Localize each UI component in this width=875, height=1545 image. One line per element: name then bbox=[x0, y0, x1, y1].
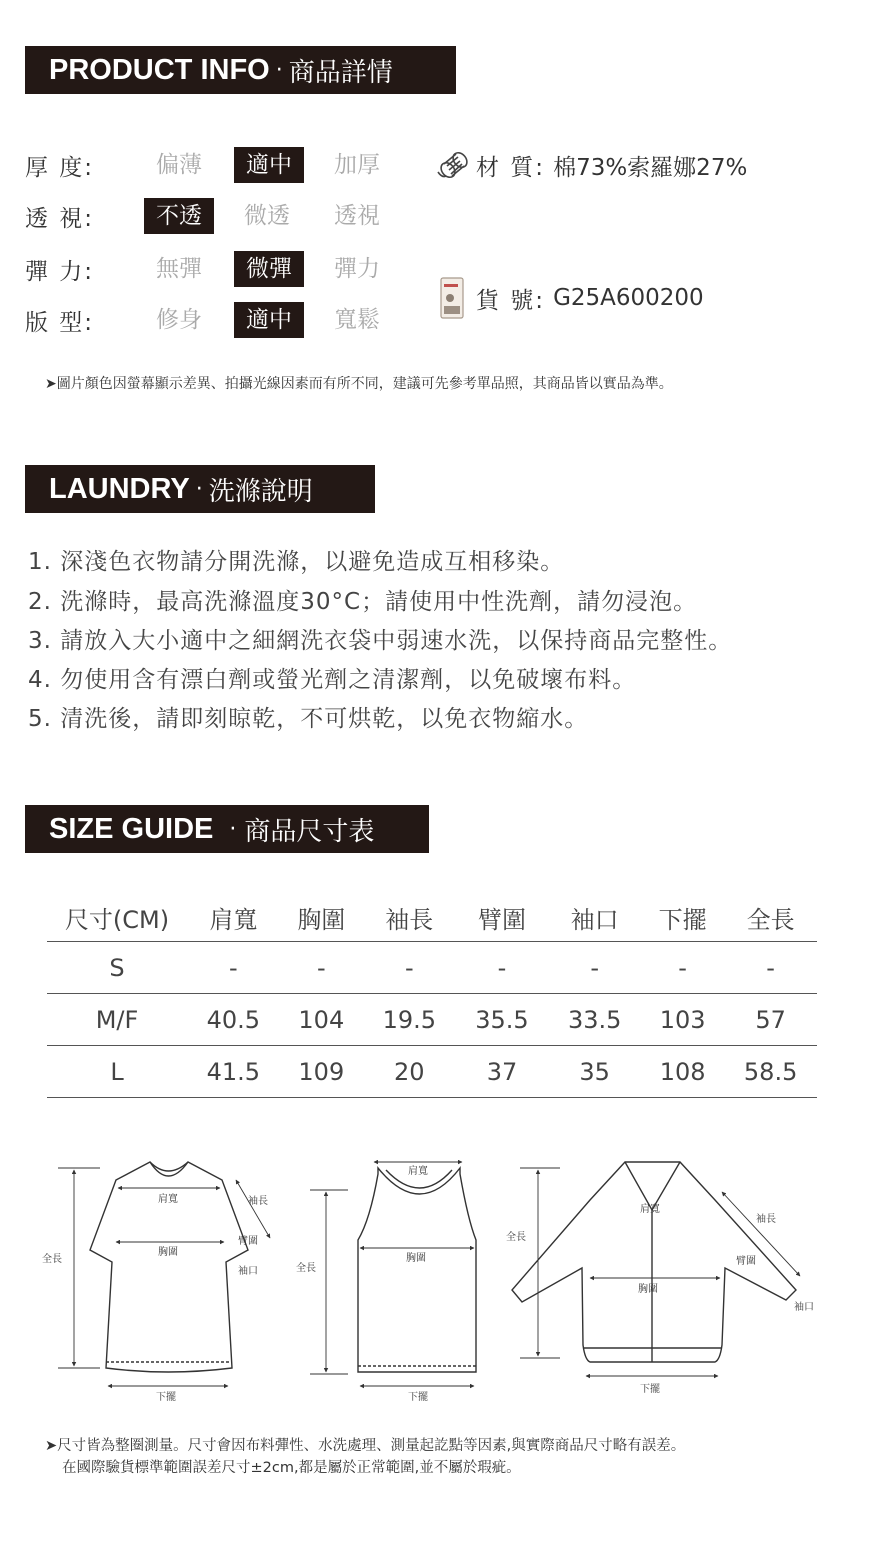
sku-info bbox=[438, 276, 704, 320]
size-table bbox=[47, 893, 817, 1098]
attribute-option: 彈力 bbox=[334, 256, 380, 282]
table-cell: 19.5 bbox=[363, 994, 456, 1046]
label-cuff: 袖口 bbox=[794, 1302, 814, 1313]
table-cell: 108 bbox=[641, 1046, 724, 1098]
size-footnote-2: 在國際驗貨標準範圍誤差尺寸±2cm,都是屬於正常範圍,並不屬於瑕疵。 bbox=[62, 1460, 521, 1476]
col-header: 袖長 bbox=[363, 893, 456, 942]
col-header: 胸圍 bbox=[280, 893, 363, 942]
size-table-header bbox=[47, 893, 817, 942]
table-cell: - bbox=[724, 942, 817, 994]
tag-icon bbox=[438, 276, 466, 320]
laundry-item: 2. 洗滌時，最高洗滌溫度30°C；請使用中性洗劑，請勿浸泡。 bbox=[28, 589, 698, 615]
attribute-option-selected: 微彈 bbox=[234, 251, 304, 287]
color-note: ➤圖片顏色因螢幕顯示差異、拍攝光線因素而有所不同，建議可先參考單品照，其商品皆以實品為準。 bbox=[45, 376, 673, 392]
laundry-title-zh: 洗滌說明 bbox=[208, 476, 313, 507]
label-hem: 下擺 bbox=[408, 1392, 428, 1403]
material-label: 材 質: bbox=[476, 154, 546, 181]
table-cell: 37 bbox=[456, 1046, 549, 1098]
laundry-title-dot: · bbox=[195, 476, 203, 502]
table-cell: 40.5 bbox=[187, 994, 280, 1046]
table-cell: 33.5 bbox=[548, 994, 641, 1046]
product-info-title-en: PRODUCT INFO bbox=[49, 53, 270, 86]
table-cell: 104 bbox=[280, 994, 363, 1046]
size-guide-title-dot: · bbox=[229, 816, 237, 842]
table-cell: L bbox=[47, 1046, 187, 1098]
attribute-option: 無彈 bbox=[156, 256, 202, 282]
laundry-title bbox=[25, 465, 375, 513]
col-header: 全長 bbox=[724, 893, 817, 942]
table-cell: - bbox=[456, 942, 549, 994]
table-cell: 20 bbox=[363, 1046, 456, 1098]
product-info-title bbox=[25, 46, 456, 94]
thread-spool-icon bbox=[436, 148, 470, 182]
sku-label: 貨 號: bbox=[476, 287, 546, 314]
material-value: 棉73%索羅娜27% bbox=[553, 154, 748, 181]
table-cell: - bbox=[280, 942, 363, 994]
label-length: 全長 bbox=[296, 1263, 316, 1274]
label-sleeve: 袖長 bbox=[248, 1196, 268, 1207]
label-arm: 臂圍 bbox=[736, 1256, 756, 1267]
attribute-row bbox=[25, 197, 403, 235]
product-info-title-zh: 商品詳情 bbox=[288, 57, 393, 88]
label-cuff: 袖口 bbox=[238, 1266, 258, 1277]
table-cell: 109 bbox=[280, 1046, 363, 1098]
table-cell: - bbox=[548, 942, 641, 994]
attribute-row bbox=[25, 250, 403, 288]
table-cell: 57 bbox=[724, 994, 817, 1046]
table-cell: - bbox=[641, 942, 724, 994]
attribute-label: 版 型: bbox=[25, 309, 95, 336]
size-guide-title-en: SIZE GUIDE bbox=[49, 812, 214, 845]
table-cell: S bbox=[47, 942, 187, 994]
attribute-option-selected: 不透 bbox=[144, 198, 214, 234]
label-length: 全長 bbox=[506, 1232, 526, 1243]
size-guide-title-zh: 商品尺寸表 bbox=[244, 816, 375, 847]
attribute-label: 厚 度: bbox=[25, 154, 95, 181]
attribute-option: 加厚 bbox=[334, 152, 380, 178]
label-shoulder: 肩寬 bbox=[158, 1194, 178, 1205]
attribute-option-selected: 適中 bbox=[234, 147, 304, 183]
attribute-option-selected: 適中 bbox=[234, 302, 304, 338]
table-cell: M/F bbox=[47, 994, 187, 1046]
attribute-row bbox=[25, 146, 403, 184]
attribute-option: 寬鬆 bbox=[334, 307, 380, 333]
col-header: 袖口 bbox=[548, 893, 641, 942]
label-hem: 下擺 bbox=[156, 1392, 176, 1403]
table-row bbox=[47, 994, 817, 1046]
laundry-item: 1. 深淺色衣物請分開洗滌，以避免造成互相移染。 bbox=[28, 549, 565, 575]
table-cell: - bbox=[187, 942, 280, 994]
col-header: 臂圍 bbox=[456, 893, 549, 942]
label-chest: 胸圍 bbox=[158, 1247, 178, 1258]
label-hem: 下擺 bbox=[640, 1384, 660, 1395]
table-cell: 35 bbox=[548, 1046, 641, 1098]
table-cell: 58.5 bbox=[724, 1046, 817, 1098]
attribute-option: 偏薄 bbox=[156, 152, 202, 178]
attribute-option: 修身 bbox=[156, 307, 202, 333]
label-chest: 胸圍 bbox=[406, 1253, 426, 1264]
laundry-item: 3. 請放入大小適中之細網洗衣袋中弱速水洗，以保持商品完整性。 bbox=[28, 628, 733, 654]
laundry-item: 5. 清洗後，請即刻晾乾，不可烘乾，以免衣物縮水。 bbox=[28, 706, 589, 732]
label-arm: 臂圍 bbox=[238, 1236, 258, 1247]
size-footnote-1: ➤尺寸皆為整圈測量。尺寸會因布料彈性、水洗處理、測量起訖點等因素,與實際商品尺寸略有誤差。 bbox=[45, 1438, 686, 1454]
attribute-label: 彈 力: bbox=[25, 258, 95, 285]
label-sleeve: 袖長 bbox=[756, 1214, 776, 1225]
sku-value: G25A600200 bbox=[553, 285, 704, 311]
attribute-label: 透 視: bbox=[25, 205, 95, 232]
table-row bbox=[47, 1046, 817, 1098]
table-cell: 35.5 bbox=[456, 994, 549, 1046]
attribute-option: 透視 bbox=[334, 203, 380, 229]
table-cell: 103 bbox=[641, 994, 724, 1046]
col-header: 肩寬 bbox=[187, 893, 280, 942]
label-chest: 胸圍 bbox=[638, 1284, 658, 1295]
col-header: 下擺 bbox=[641, 893, 724, 942]
tank-outline bbox=[358, 1168, 476, 1372]
label-shoulder: 肩寬 bbox=[640, 1204, 660, 1215]
size-guide-title bbox=[25, 805, 429, 853]
product-info-title-dot: · bbox=[275, 57, 283, 83]
table-cell: - bbox=[363, 942, 456, 994]
material-info bbox=[436, 148, 747, 182]
label-shoulder: 肩寬 bbox=[408, 1166, 428, 1177]
attribute-row bbox=[25, 301, 403, 339]
attribute-option: 微透 bbox=[244, 203, 290, 229]
measurement-diagrams bbox=[0, 1150, 875, 1410]
table-cell: 41.5 bbox=[187, 1046, 280, 1098]
laundry-title-en: LAUNDRY bbox=[49, 472, 190, 505]
table-row bbox=[47, 942, 817, 994]
label-length: 全長 bbox=[42, 1254, 62, 1265]
laundry-item: 4. 勿使用含有漂白劑或螢光劑之清潔劑，以免破壞布料。 bbox=[28, 667, 637, 693]
col-header: 尺寸(CM) bbox=[47, 893, 187, 942]
